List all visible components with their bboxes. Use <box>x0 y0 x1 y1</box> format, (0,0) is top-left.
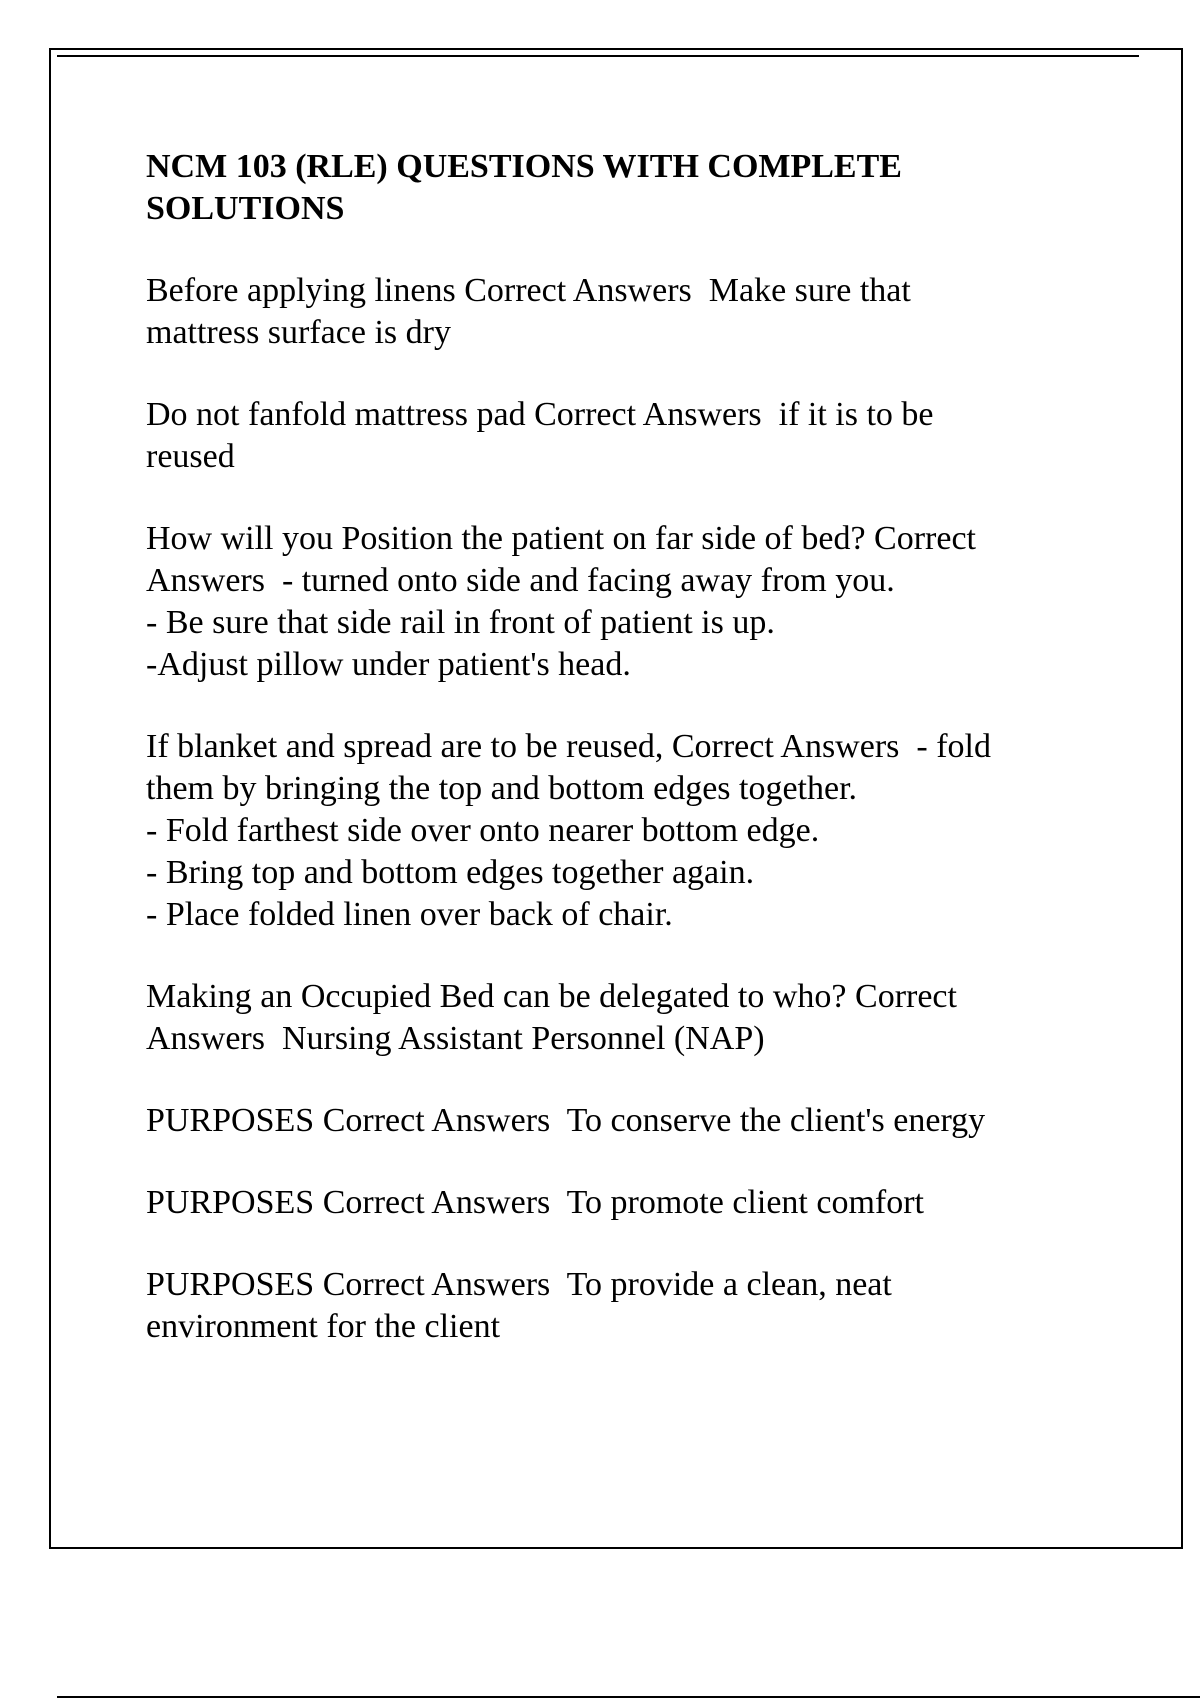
qa-entry-6 <box>146 1100 1106 1142</box>
qa-line: mattress surface is dry <box>146 314 451 351</box>
qa-line: PURPOSES Correct Answers To promote client comfort <box>146 1184 924 1221</box>
qa-line: Answers Nursing Assistant Personnel (NAP) <box>146 1020 765 1057</box>
qa-entry-4 <box>146 726 1106 936</box>
qa-line: - Place folded linen over back of chair. <box>146 896 673 933</box>
document-title: NCM 103 (RLE) QUESTIONS WITH COMPLETE SOLUTIONS <box>146 148 902 227</box>
qa-entry-2 <box>146 394 1106 478</box>
qa-entry-7 <box>146 1182 1106 1224</box>
qa-line: -Adjust pillow under patient's head. <box>146 646 631 683</box>
qa-line: Before applying linens Correct Answers Make sure that <box>146 272 911 309</box>
qa-line: PURPOSES Correct Answers To provide a clean, neat <box>146 1266 892 1303</box>
qa-line: reused <box>146 438 235 475</box>
qa-line: How will you Position the patient on far side of bed? Correct <box>146 520 976 557</box>
qa-line: environment for the client <box>146 1308 501 1345</box>
qa-line: Answers - turned onto side and facing away from you. <box>146 562 895 599</box>
top-rule <box>57 55 1139 57</box>
document-content <box>146 146 1106 1388</box>
qa-line: Do not fanfold mattress pad Correct Answers if it is to be <box>146 396 934 433</box>
bottom-rule <box>57 1696 1200 1698</box>
qa-entry-8 <box>146 1264 1106 1348</box>
qa-entry-1 <box>146 270 1106 354</box>
qa-line: PURPOSES Correct Answers To conserve the client's energy <box>146 1102 986 1139</box>
qa-line: Making an Occupied Bed can be delegated to who? Correct <box>146 978 957 1015</box>
qa-line: - Bring top and bottom edges together again. <box>146 854 755 891</box>
qa-entry-5 <box>146 976 1106 1060</box>
qa-line: - Be sure that side rail in front of patient is up. <box>146 604 775 641</box>
page-frame <box>49 48 1183 1549</box>
qa-line: them by bringing the top and bottom edges together. <box>146 770 858 807</box>
qa-line: - Fold farthest side over onto nearer bottom edge. <box>146 812 820 849</box>
qa-line: If blanket and spread are to be reused, Correct Answers - fold <box>146 728 991 765</box>
qa-entry-3 <box>146 518 1106 686</box>
